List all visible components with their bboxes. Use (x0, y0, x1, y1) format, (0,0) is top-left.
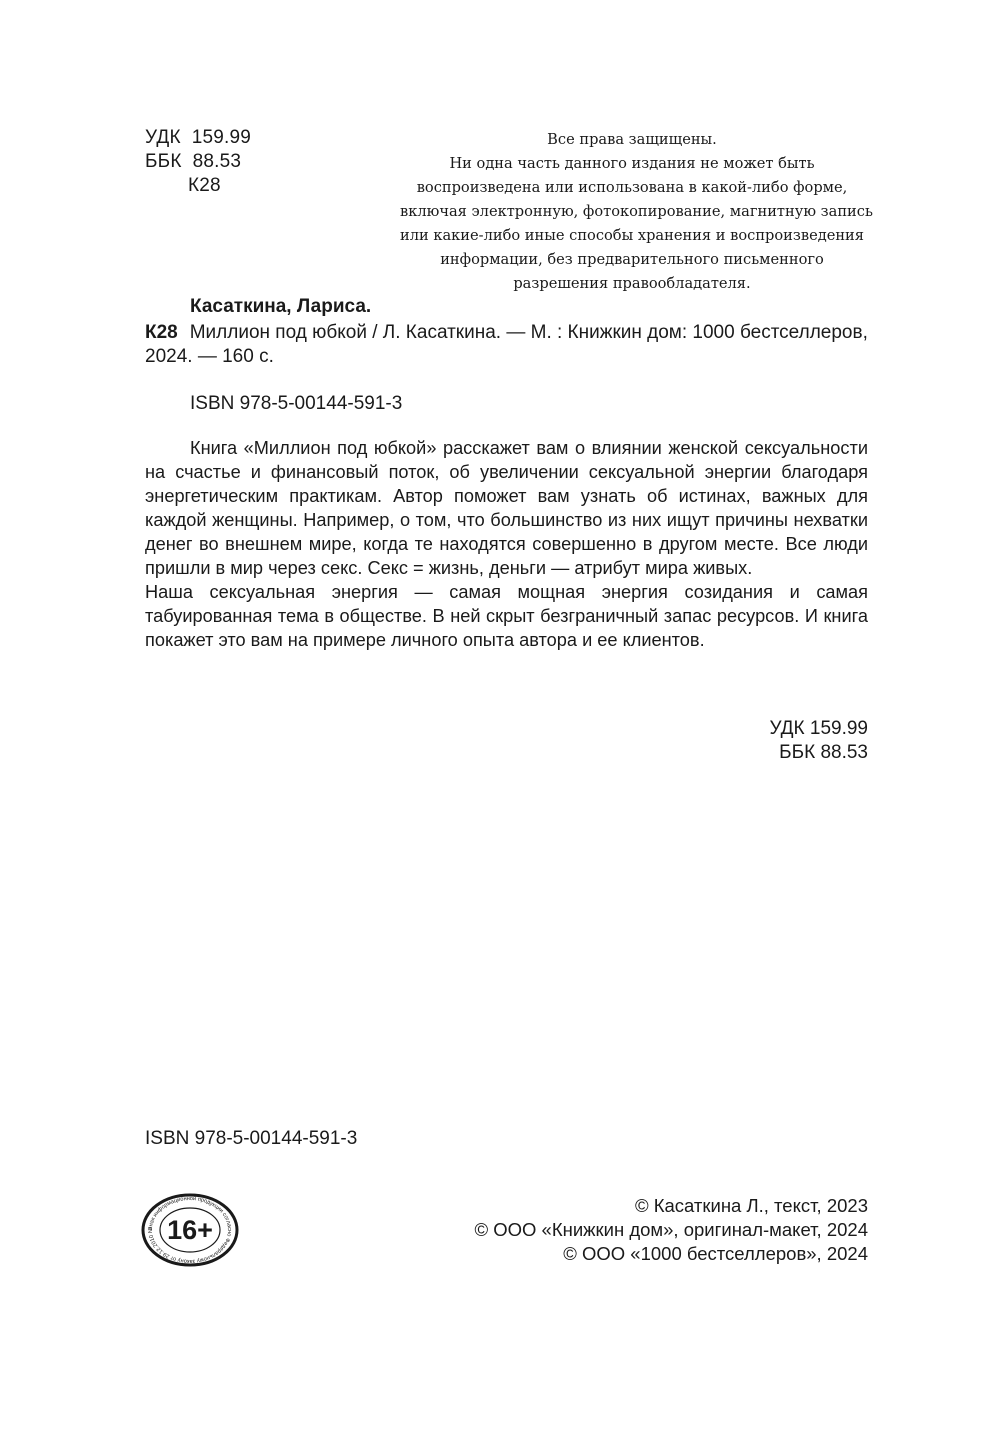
rights-notice (400, 128, 873, 296)
udk-label: УДК (145, 127, 181, 148)
bbk-label: ББК (145, 151, 182, 172)
udk-right: УДК 159.99 (769, 718, 868, 739)
classification-block (145, 126, 251, 198)
catalog-entry (145, 321, 885, 369)
author-sign: К28 (188, 175, 221, 196)
copyright-block (440, 1194, 868, 1266)
catalog-title-line: Миллион под юбкой / Л. Касаткина. — М. : Книжкин дом: 1000 бестселлеров, (189, 322, 868, 343)
udk-value: 159.99 (191, 127, 252, 148)
catalog-isbn: ISBN 978-5-00144-591-3 (190, 393, 403, 414)
catalog-code: К28 (145, 322, 178, 343)
rights-line: Ни одна часть данного издания не может быть (449, 155, 815, 172)
rights-line: Все права защищены. (547, 131, 717, 148)
bbk-row (145, 150, 251, 174)
rights-line: разрешения правообладателя. (513, 275, 751, 292)
annotation-paragraph: Наша сексуальная энергия — самая мощная энергия созидания и самая табуированная тема в обществе. В ней скрыт безграничный запас ресурсов. И книга покажет это вам на примере личного опыта автора и ее клиентов. (145, 582, 868, 650)
rights-line: включая электронную, фотокопирование, магнитную запись (400, 203, 873, 220)
age-rating-icon (140, 1192, 240, 1268)
copyright-line: © ООО «Книжкин дом», оригинал-макет, 2024 (474, 1219, 868, 1240)
age-ring-text: Знак информационной продукции согласно Федеральному закону от 29.12.2010 № (147, 1195, 233, 1265)
udk-row (145, 126, 251, 150)
rights-line: или какие-либо иные способы хранения и воспроизведения (400, 227, 864, 244)
catalog-title-line-2: 2024. — 160 с. (145, 346, 274, 367)
rights-line: информации, без предварительного письменного (440, 251, 824, 268)
copyright-line: © Касаткина Л., текст, 2023 (634, 1195, 868, 1216)
annotation (145, 436, 868, 652)
annotation-paragraph: Книга «Миллион под юбкой» расскажет вам о влиянии женской сексуальности на счастье и финансовый поток, об увеличении сексуальной энергии благодаря энергетическим практикам. Автор поможет вам узнать об истинах, важных для каждой женщины. Например, о том, что большинство из них ищут причины нехватки денег во внешнем мире, когда те находятся совершенно в другом месте. Все люди пришли в мир через секс. Секс = жизнь, деньги — атрибут мира живых. (145, 438, 868, 578)
rights-line: воспроизведена или использована в какой-либо форме, (416, 179, 848, 196)
copyright-line: © ООО «1000 бестселлеров», 2024 (563, 1243, 868, 1264)
isbn-bottom: ISBN 978-5-00144-591-3 (145, 1128, 358, 1149)
bbk-value: 88.53 (192, 151, 242, 172)
age-label: 16+ (167, 1215, 213, 1245)
bbk-right: ББК 88.53 (779, 742, 868, 763)
classification-right (700, 717, 868, 765)
age-rating-badge (140, 1192, 240, 1268)
author-heading: Касаткина, Лариса. (190, 296, 372, 317)
